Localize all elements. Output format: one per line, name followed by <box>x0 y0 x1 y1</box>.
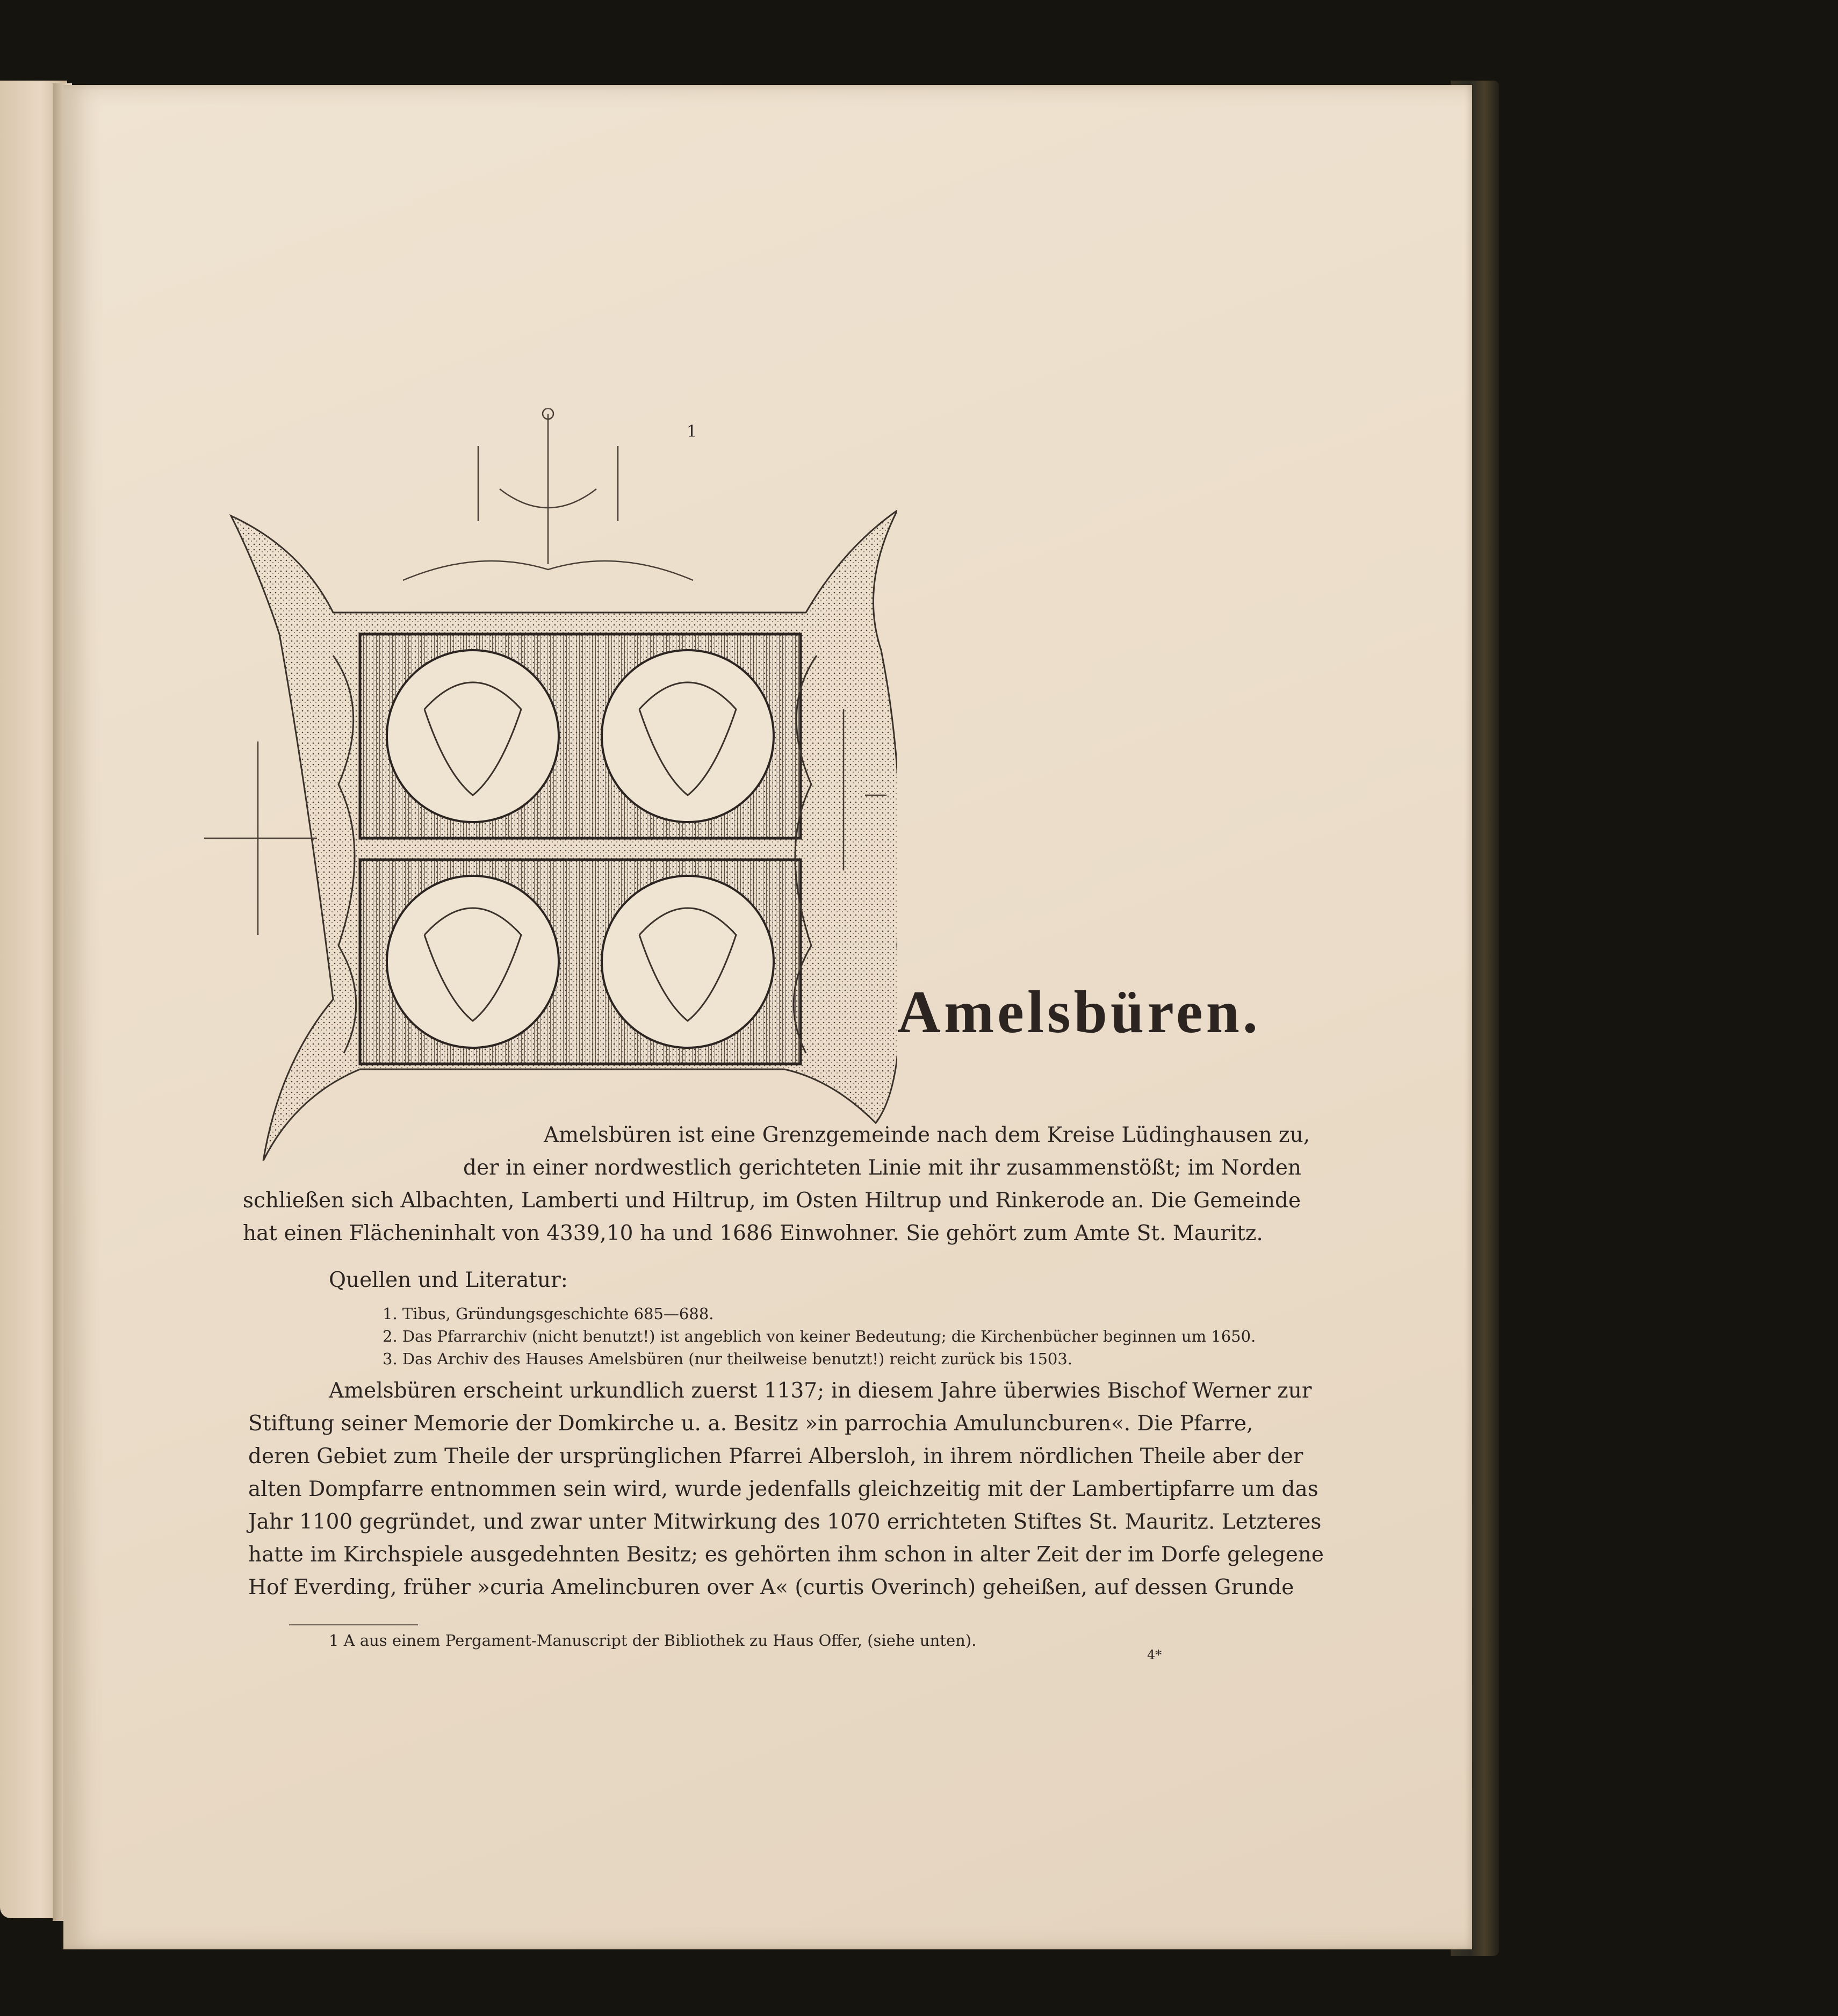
main-line-3: deren Gebiet zum Theile der ursprünglichen Pfarrei Albersloh, in ihrem nördlichen Theile aber der <box>248 1444 1303 1468</box>
main-line-4: alten Dompfarre entnommen sein wird, wurde jedenfalls gleichzeitig mit der Lambertipfarre um das <box>248 1477 1318 1501</box>
signature-mark: 4* <box>1147 1647 1162 1662</box>
intro-line-2: der in einer nordwestlich gerichteten Linie mit ihr zusammenstößt; im Norden <box>463 1156 1302 1180</box>
footnote-marker: 1 <box>687 422 697 441</box>
source-item-2: 2. Das Pfarrarchiv (nicht benutzt!) ist angeblich von keiner Bedeutung; die Kirchenbücher beginnen um 1650. <box>383 1327 1256 1345</box>
main-line-1: Amelsbüren erscheint urkundlich zuerst 1137; in diesem Jahre überwies Bischof Werner zur <box>329 1379 1312 1403</box>
source-item-1: 1. Tibus, Gründungsgeschichte 685—688. <box>383 1305 714 1323</box>
source-item-3: 3. Das Archiv des Hauses Amelsbüren (nur theilweise benutzt!) reicht zurück bis 1503. <box>383 1350 1073 1368</box>
footnote-rule <box>289 1624 418 1625</box>
intro-line-3: schließen sich Albachten, Lamberti und Hiltrup, im Osten Hiltrup und Rinkerode an. Die Gemeinde <box>243 1189 1301 1213</box>
ornamental-initial-a <box>199 408 897 1187</box>
main-line-6: hatte im Kirchspiele ausgedehnten Besitz; es gehörten ihm schon in alter Zeit der im Dorfe gelegene <box>248 1543 1324 1567</box>
intro-line-4: hat einen Flächeninhalt von 4339,10 ha und 1686 Einwohner. Sie gehört zum Amte St. Mauritz. <box>243 1221 1263 1245</box>
main-line-7: Hof Everding, früher »curia Amelincburen over A« (curtis Overinch) geheißen, auf dessen Grunde <box>248 1575 1294 1600</box>
page-heading: Amelsbüren. <box>897 979 1261 1046</box>
sources-heading: Quellen und Literatur: <box>329 1268 568 1292</box>
main-line-5: Jahr 1100 gegründet, und zwar unter Mitwirkung des 1070 errichteten Stiftes St. Mauritz. Letzteres <box>248 1510 1322 1534</box>
main-line-2: Stiftung seiner Memorie der Domkirche u. a. Besitz »in parrochia Amuluncburen«. Die Pfarre, <box>248 1412 1253 1436</box>
intro-line-1: Amelsbüren ist eine Grenzgemeinde nach dem Kreise Lüdinghausen zu, <box>544 1123 1310 1147</box>
footnote-text: 1 A aus einem Pergament-Manuscript der Bibliothek zu Haus Offer, (siehe unten). <box>329 1631 977 1650</box>
